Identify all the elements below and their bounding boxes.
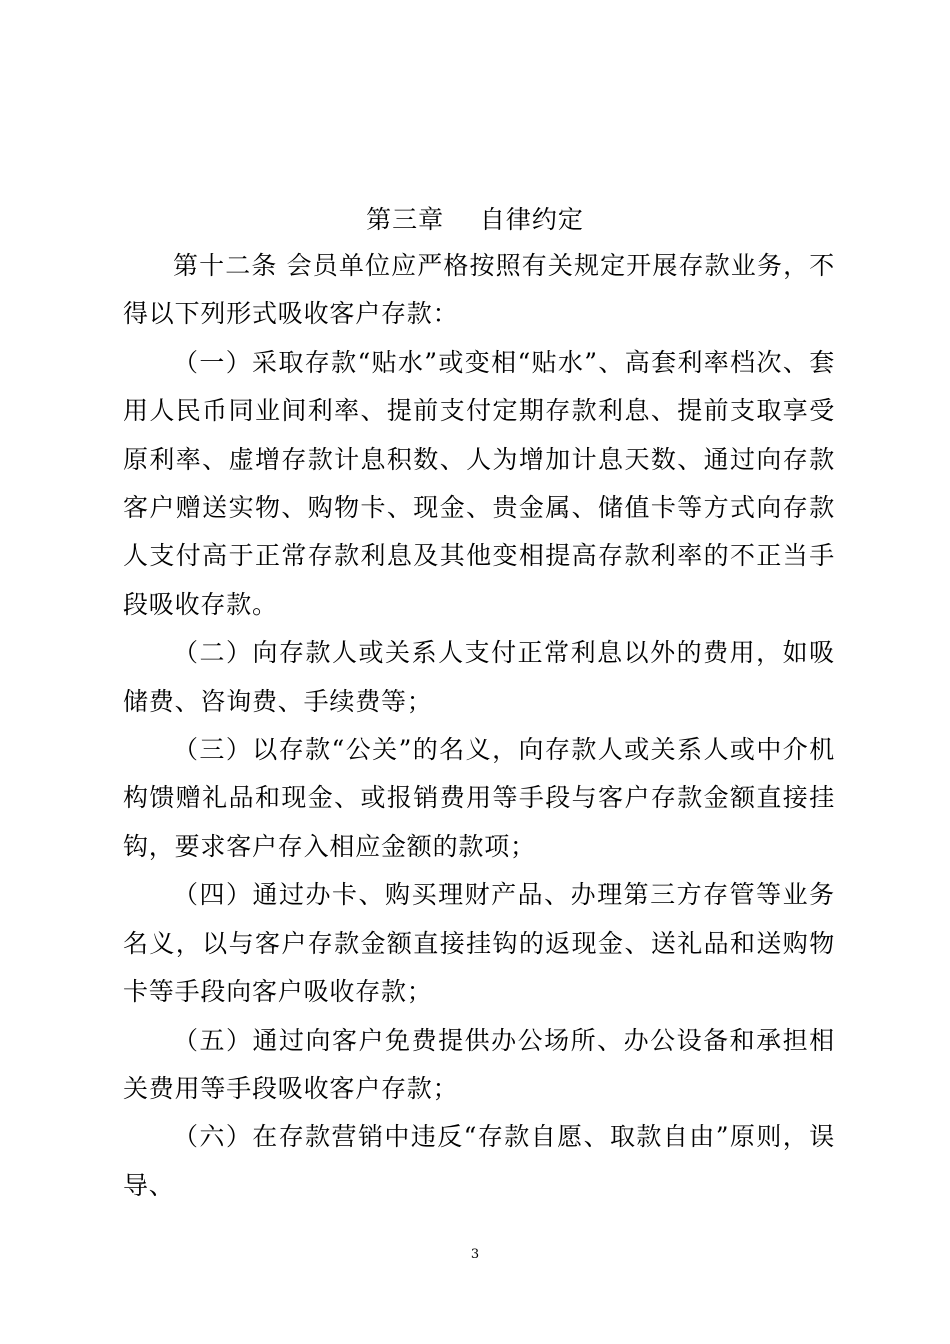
body-text	[123, 242, 835, 1210]
clause-6: （六）在存款营销中违反“存款自愿、取款自由”原则，误导、	[123, 1122, 835, 1200]
article-12-intro: 第十二条 会员单位应严格按照有关规定开展存款业务，不得以下列形式吸收客户存款：	[123, 251, 835, 329]
clause-2: （二）向存款人或关系人支付正常利息以外的费用，如吸储费、咨询费、手续费等；	[123, 638, 835, 716]
chapter-title: 第三章 自律约定	[366, 205, 584, 234]
clause-5: （五）通过向客户免费提供办公场所、办公设备和承担相关费用等手段吸收客户存款；	[123, 1025, 835, 1103]
clause-1: （一）采取存款“贴水”或变相“贴水”、高套利率档次、套用人民币同业间利率、提前支付定期存款利息、提前支取享受原利率、虚增存款计息积数、人为增加计息天数、通过向存款客户赠送实物、购物卡、现金、贵金属、储值卡等方式向存款人支付高于正常存款利息及其他变相提高存款利率的不正当手段吸收存款。	[123, 347, 835, 619]
clause-3: （三）以存款“公关”的名义，向存款人或关系人或中介机构馈赠礼品和现金、或报销费用等手段与客户存款金额直接挂钩，要求客户存入相应金额的款项；	[123, 735, 835, 861]
page-number: 3	[470, 1247, 480, 1262]
clause-4: （四）通过办卡、购买理财产品、办理第三方存管等业务名义，以与客户存款金额直接挂钩的返现金、送礼品和送购物卡等手段向客户吸收存款；	[123, 880, 835, 1007]
